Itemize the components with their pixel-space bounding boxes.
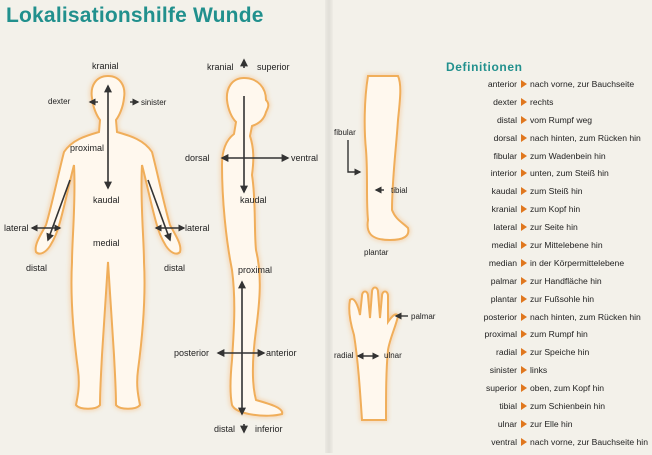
definition-text: zum Steiß hin	[530, 186, 583, 197]
definition-term: plantar	[490, 293, 517, 304]
definition-row	[430, 115, 650, 133]
definition-text: zur Fußsohle hin	[530, 293, 595, 304]
definition-row	[430, 133, 650, 151]
label-superior: superior	[257, 62, 290, 72]
label-radial: radial	[334, 351, 354, 360]
definition-term: proximal	[484, 329, 517, 340]
definition-text: nach hinten, zum Rücken hin	[530, 132, 641, 143]
label-lateral-left: lateral	[4, 223, 29, 233]
triangle-bullet-icon	[521, 241, 527, 249]
label-plantar: plantar	[364, 248, 389, 257]
triangle-bullet-icon	[521, 80, 527, 88]
definition-row	[430, 294, 650, 312]
definition-text: zum Wadenbein hin	[530, 150, 606, 161]
triangle-bullet-icon	[521, 152, 527, 160]
definition-row	[430, 312, 650, 330]
label-posterior: posterior	[174, 348, 210, 358]
label-proximal-side: proximal	[238, 265, 273, 275]
definition-row	[430, 97, 650, 115]
definition-row	[430, 204, 650, 222]
side-body-figure	[222, 78, 282, 416]
definition-text: rechts	[530, 96, 554, 107]
definition-row	[430, 419, 650, 437]
definition-term: interior	[490, 168, 517, 179]
definition-row	[430, 168, 650, 186]
definition-row	[430, 276, 650, 294]
definition-text: zur Mittelebene hin	[530, 240, 603, 251]
definition-term: fibular	[493, 150, 517, 161]
label-inferior: inferior	[255, 424, 283, 434]
definition-text: nach hinten, zum Rücken hin	[530, 311, 641, 322]
triangle-bullet-icon	[521, 402, 527, 410]
triangle-bullet-icon	[521, 277, 527, 285]
definition-text: nach vorne, zur Bauchseite hin	[530, 436, 648, 447]
label-ventral: ventral	[291, 153, 319, 163]
definition-term: median	[488, 257, 517, 268]
definition-text: unten, zum Steiß hin	[530, 168, 609, 179]
definition-text: zum Schienbein hin	[530, 401, 606, 412]
label-fibular: fibular	[334, 128, 356, 137]
triangle-bullet-icon	[521, 438, 527, 446]
definition-term: kaudal	[491, 186, 517, 197]
label-kaudal-front: kaudal	[93, 195, 120, 205]
definition-term: anterior	[487, 79, 517, 89]
definition-row	[430, 365, 650, 383]
definition-text: oben, zum Kopf hin	[530, 383, 605, 394]
definition-text: in der Körpermittelebene	[530, 257, 625, 268]
label-sinister: sinister	[141, 98, 167, 107]
label-tibial: tibial	[391, 186, 408, 195]
definition-row	[430, 401, 650, 419]
definition-text: links	[530, 365, 548, 376]
page-title: Lokalisationshilfe Wunde	[6, 4, 264, 27]
definition-term: sinister	[489, 365, 517, 376]
definition-row	[430, 329, 650, 347]
triangle-bullet-icon	[521, 348, 527, 356]
label-dorsal: dorsal	[185, 153, 210, 163]
label-kaudal-side: kaudal	[240, 195, 267, 205]
triangle-bullet-icon	[521, 98, 527, 106]
triangle-bullet-icon	[521, 116, 527, 124]
definition-term: medial	[491, 240, 517, 251]
definition-term: radial	[495, 347, 517, 358]
label-dexter: dexter	[48, 97, 71, 106]
definition-term: lateral	[493, 222, 517, 233]
definition-term: dexter	[493, 96, 517, 107]
definitions-list	[430, 79, 650, 455]
definition-term: ventral	[491, 436, 517, 447]
label-lateral-right: lateral	[185, 223, 210, 233]
triangle-bullet-icon	[521, 384, 527, 392]
definition-row	[430, 240, 650, 258]
definition-text: zum Rumpf hin	[530, 329, 588, 340]
definition-text: nach vorne, zur Bauchseite	[530, 79, 635, 89]
triangle-bullet-icon	[521, 187, 527, 195]
label-proximal-front: proximal	[70, 143, 105, 153]
definition-row	[430, 151, 650, 169]
triangle-bullet-icon	[521, 259, 527, 267]
definition-row	[430, 383, 650, 401]
definition-text: zur Elle hin	[530, 418, 573, 429]
triangle-bullet-icon	[521, 223, 527, 231]
definition-text: vom Rumpf weg	[530, 114, 593, 125]
triangle-bullet-icon	[521, 330, 527, 338]
label-medial: medial	[93, 238, 120, 248]
definition-row	[430, 222, 650, 240]
definition-term: distal	[496, 114, 517, 125]
triangle-bullet-icon	[521, 134, 527, 142]
label-anterior: anterior	[266, 348, 297, 358]
definition-text: zur Seite hin	[530, 222, 578, 233]
definition-row	[430, 347, 650, 365]
label-kranial-side: kranial	[207, 62, 234, 72]
definition-row	[430, 437, 650, 455]
label-distal-left: distal	[26, 263, 48, 273]
triangle-bullet-icon	[521, 420, 527, 428]
triangle-bullet-icon	[521, 295, 527, 303]
definition-term: ulnar	[497, 418, 517, 429]
triangle-bullet-icon	[521, 205, 527, 213]
triangle-bullet-icon	[521, 366, 527, 374]
definitions-heading: Definitionen	[446, 60, 523, 74]
triangle-bullet-icon	[521, 169, 527, 177]
label-distal-side: distal	[214, 424, 236, 434]
definition-row	[430, 79, 650, 97]
definition-term: dorsal	[493, 132, 517, 143]
definition-term: superior	[485, 383, 517, 394]
definition-term: palmar	[490, 275, 517, 286]
definition-row	[430, 186, 650, 204]
definition-term: tibial	[499, 401, 517, 412]
label-palmar: palmar	[411, 312, 436, 321]
leg-figure	[365, 76, 409, 240]
label-ulnar: ulnar	[384, 351, 402, 360]
definition-text: zum Kopf hin	[530, 204, 581, 215]
label-kranial-front: kranial	[92, 61, 119, 71]
label-distal-right: distal	[164, 263, 186, 273]
definition-text: zur Speiche hin	[530, 347, 590, 358]
definition-row	[430, 258, 650, 276]
definition-term: posterior	[483, 311, 517, 322]
definition-text: zur Handfläche hin	[530, 275, 602, 286]
definition-term: kranial	[491, 204, 517, 215]
triangle-bullet-icon	[521, 313, 527, 321]
